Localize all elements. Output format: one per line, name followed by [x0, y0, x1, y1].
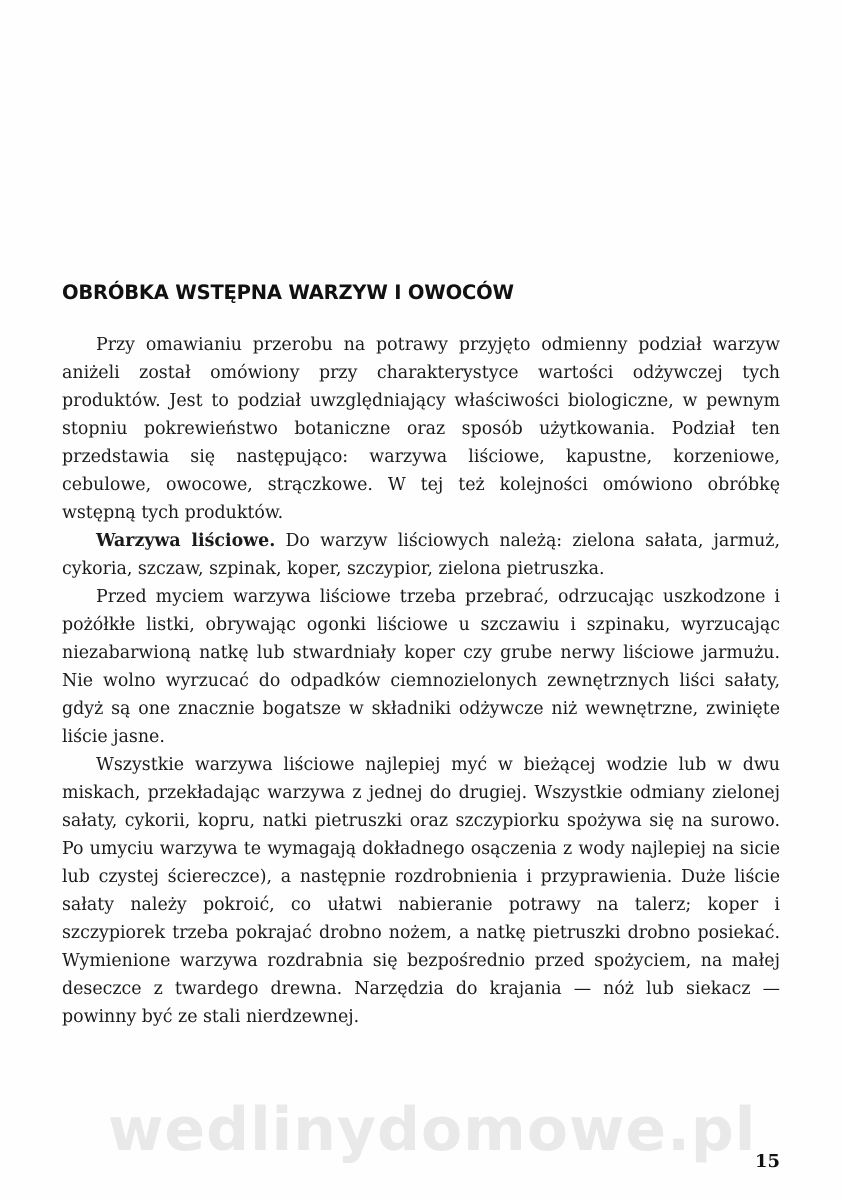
paragraph-lead: Warzywa liściowe.	[96, 531, 276, 551]
paragraph-sorting	[62, 583, 780, 751]
body-text	[62, 331, 780, 1031]
paragraph-washing	[62, 751, 780, 1031]
paragraph-intro	[62, 331, 780, 527]
page-number: 15	[754, 1151, 780, 1172]
watermark: wedlinydomowe.pl	[108, 1095, 757, 1165]
paragraph-text: Przy omawianiu przerobu na potrawy przyjęto odmienny podział warzyw aniżeli został omówiony przy charakterystyce wartości odżywczej tych produktów. Jest to podział uwzględniający właściwości biologiczne, w pewnym stopniu pokrewieństwo botaniczne oraz sposób użytkowania. Podział ten przedstawia się następująco: warzywa liściowe, kapustne, korzeniowe, cebulowe, owocowe, strączkowe. W tej też kolejności omówiono obróbkę wstępną tych produktów.	[62, 335, 780, 523]
paragraph-leafy-vegetables	[62, 527, 780, 583]
paragraph-text: Wszystkie warzywa liściowe najlepiej myć w bieżącej wodzie lub w dwu miskach, przekładając warzywa z jednej do drugiej. Wszystkie odmiany zielonej sałaty, cykorii, kopru, natki pietruszki oraz szczypiorku spożywa się na surowo. Po umyciu warzywa te wymagają dokładnego osączenia z wody najlepiej na sicie lub czystej ściereczce), a następnie rozdrobnienia i przyprawienia. Duże liście sałaty należy pokroić, co ułatwi nabieranie potrawy na talerz; koper i szczypiorek trzeba pokrajać drobno nożem, a natkę pietruszki drobno posiekać. Wymienione warzywa rozdrabnia się bezpośrednio przed spożyciem, na małej deseczce z twardego drewna. Narzędzia do krajania — nóż lub siekacz — powinny być ze stali nierdzewnej.	[62, 755, 780, 1027]
paragraph-text: Do warzyw liściowych należą: zielona sałata, jarmuż, cykoria, szczaw, szpinak, koper, szczypior, zielona pietruszka.	[62, 531, 780, 579]
section-heading: OBRÓBKA WSTĘPNA WARZYW I OWOCÓW	[62, 281, 514, 304]
paragraph-text: Przed myciem warzywa liściowe trzeba przebrać, odrzucając uszkodzone i pożółkłe listki, obrywając ogonki liściowe u szczawiu i szpinaku, wyrzucając niezabarwioną natkę lub stwardniały koper czy grube nerwy liściowe jarmużu. Nie wolno wyrzucać do odpadków ciemnozielonych zewnętrznych liści sałaty, gdyż są one znacznie bogatsze w składniki odżywcze niż wewnętrzne, zwinięte liście jasne.	[62, 587, 780, 747]
